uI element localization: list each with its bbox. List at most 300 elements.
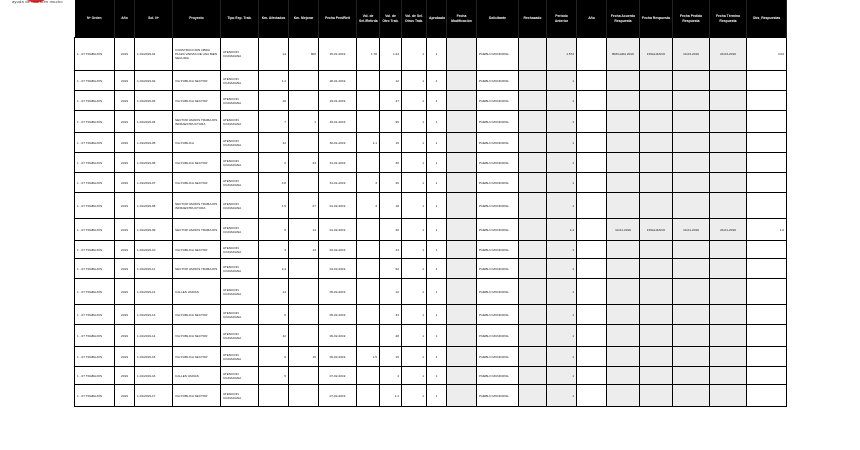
- table-cell-pedido: [673, 385, 710, 407]
- table-cell-anio: 2019: [115, 38, 135, 71]
- table-cell-vol-so: 1: [402, 38, 427, 71]
- table-cell-vol-so: 1: [402, 385, 427, 407]
- table-cell-termino: [710, 385, 747, 407]
- table-cell-vol-sel: [357, 153, 380, 173]
- data-table-wrapper: [74, 0, 786, 407]
- table-cell-pedido: [673, 111, 710, 133]
- table-cell-termino: [710, 325, 747, 347]
- table-cell-aprob: 1: [427, 173, 447, 193]
- table-cell-termino: [710, 153, 747, 173]
- table-cell-resp: [640, 325, 673, 347]
- table-cell-acuerdo: 10-01-2019: [607, 219, 640, 241]
- table-cell-km-af: 5: [259, 219, 289, 241]
- table-cell-vol-otro: 1.4: [380, 385, 402, 407]
- table-cell-fecha-mod: [447, 259, 477, 279]
- table-cell-anio2: [577, 367, 607, 385]
- table-row: [75, 325, 787, 347]
- table-cell-fecha: 05-02-2019: [319, 279, 357, 305]
- table-cell-resp: [640, 347, 673, 367]
- table-cell-vol-sel: [357, 385, 380, 407]
- column-header: Proyecto: [173, 0, 221, 38]
- table-cell-proyecto: CALLES VARIAS: [173, 279, 221, 305]
- table-cell-fecha: 07-02-2019: [319, 385, 357, 407]
- table-cell-km-af: 6: [259, 305, 289, 325]
- table-cell-resp: FINALIZADO: [640, 38, 673, 71]
- table-cell-aprob: 1: [427, 153, 447, 173]
- table-cell-resp: [640, 241, 673, 259]
- table-cell-pedido: [673, 133, 710, 153]
- table-cell-acuerdo: [607, 173, 640, 193]
- table-cell-orden: 1 - 07 TRABAJOS: [75, 153, 115, 173]
- table-cell-proyecto: VIA PUBLICA SECTOR: [173, 325, 221, 347]
- table-cell-solic: PUEBLO MUNICIPAL: [477, 385, 519, 407]
- table-cell-fecha: 29-01-2019: [319, 111, 357, 133]
- table-cell-sol: 1-01/2019-04: [135, 111, 173, 133]
- table-cell-proyecto: VIA PUBLICA SECTOR: [173, 305, 221, 325]
- table-cell-vol-sel: [357, 259, 380, 279]
- table-cell-vol-sel: 3: [357, 173, 380, 193]
- table-cell-acuerdo: [607, 133, 640, 153]
- table-cell-obs: [747, 367, 787, 385]
- table-cell-obs: [747, 241, 787, 259]
- table-cell-sol: 1-01/2019-17: [135, 385, 173, 407]
- table-cell-aprob: 1: [427, 259, 447, 279]
- table-cell-vol-otro: 12: [380, 279, 402, 305]
- table-cell-orden: 1 - 07 TRABAJOS: [75, 111, 115, 133]
- table-cell-orden: 1 - 07 TRABAJOS: [75, 259, 115, 279]
- table-cell-vol-so: 1: [402, 279, 427, 305]
- table-cell-per: 1: [547, 71, 577, 91]
- table-cell-rech: [519, 91, 547, 111]
- table-cell-vol-so: 1: [402, 133, 427, 153]
- table-cell-rech: [519, 347, 547, 367]
- column-header: Solicitante: [477, 0, 519, 38]
- table-cell-vol-otro: 18: [380, 193, 402, 219]
- table-cell-rech: [519, 173, 547, 193]
- table-cell-orden: 1 - 07 TRABAJOS: [75, 71, 115, 91]
- table-cell-sol: 1-01/2019-08: [135, 193, 173, 219]
- table-row: [75, 38, 787, 71]
- table-cell-sol: 1-01/2019-14: [135, 325, 173, 347]
- table-cell-proyecto: VIA PUBLICA SECTOR: [173, 241, 221, 259]
- table-cell-per: 1: [547, 347, 577, 367]
- table-cell-tipo: ATENCION CIUDADANA: [221, 279, 259, 305]
- table-cell-fecha: 06-02-2019: [319, 325, 357, 347]
- table-cell-sol: 1-01/2019-06: [135, 153, 173, 173]
- table-cell-obs: [747, 173, 787, 193]
- table-cell-anio: 2019: [115, 325, 135, 347]
- table-cell-tipo: ATENCION CIUDADANA: [221, 325, 259, 347]
- table-cell-rech: [519, 219, 547, 241]
- table-cell-km-af: 42: [259, 325, 289, 347]
- table-cell-solic: PUEBLO MUNICIPAL: [477, 133, 519, 153]
- table-cell-proyecto: SECTOR VARIOS TRABAJOS INFRAESTRUCTURA: [173, 193, 221, 219]
- table-cell-orden: 1 - 07 TRABAJOS: [75, 367, 115, 385]
- column-header: Tipo Exp. Trab.: [221, 0, 259, 38]
- table-cell-vol-so: 1: [402, 367, 427, 385]
- table-row: [75, 347, 787, 367]
- table-cell-aprob: 1: [427, 71, 447, 91]
- table-cell-fecha: 01-02-2019: [319, 193, 357, 219]
- table-cell-pedido: 10-01-2019: [673, 219, 710, 241]
- table-cell-anio: 2019: [115, 219, 135, 241]
- table-cell-obs: [747, 347, 787, 367]
- table-cell-fecha-mod: [447, 193, 477, 219]
- table-cell-vol-sel: 1.1: [357, 133, 380, 153]
- table-cell-proyecto: SECTOR VARIOS TRABAJOS: [173, 259, 221, 279]
- table-cell-pedido: [673, 279, 710, 305]
- table-cell-anio: 2019: [115, 347, 135, 367]
- table-cell-proyecto: VIA PUBLICA SECTOR: [173, 385, 221, 407]
- table-cell-fecha: 04-02-2019: [319, 259, 357, 279]
- table-cell-km-af: 14: [259, 38, 289, 71]
- table-header-row: [75, 0, 787, 38]
- table-cell-rech: [519, 111, 547, 133]
- table-cell-anio2: [577, 219, 607, 241]
- table-cell-rech: [519, 38, 547, 71]
- table-cell-pedido: [673, 367, 710, 385]
- table-cell-sol: 1-01/2019-05: [135, 133, 173, 153]
- table-cell-vol-so: 1: [402, 219, 427, 241]
- table-cell-termino: [710, 91, 747, 111]
- table-cell-aprob: 1: [427, 385, 447, 407]
- table-cell-solic: PUEBLO MUNICIPAL: [477, 305, 519, 325]
- table-cell-solic: PUEBLO MUNICIPAL: [477, 91, 519, 111]
- table-cell-termino: [710, 279, 747, 305]
- table-cell-solic: PUEBLO MUNICIPAL: [477, 241, 519, 259]
- table-cell-solic: PUEBLO MUNICIPAL: [477, 193, 519, 219]
- table-cell-proyecto: CONSTRUCCION OBRA PLAZA VARIAS DE UNA BIEN SEGUIDA: [173, 38, 221, 71]
- table-cell-tipo: ATENCION CIUDADANA: [221, 91, 259, 111]
- table-cell-proyecto: SECTOR VARIOS TRABAJOS: [173, 219, 221, 241]
- table-cell-km-af: 2.4: [259, 259, 289, 279]
- table-cell-termino: [710, 193, 747, 219]
- table-cell-vol-so: 1: [402, 325, 427, 347]
- table-cell-vol-sel: [357, 111, 380, 133]
- table-cell-rech: [519, 133, 547, 153]
- table-cell-rech: [519, 153, 547, 173]
- table-cell-km-af: 1.5: [259, 193, 289, 219]
- table-cell-anio: 2019: [115, 259, 135, 279]
- table-cell-orden: 1 - 07 TRABAJOS: [75, 219, 115, 241]
- table-row: [75, 193, 787, 219]
- table-cell-solic: PUEBLO MUNICIPAL: [477, 71, 519, 91]
- table-cell-vol-otro: 34: [380, 305, 402, 325]
- table-cell-per: 1: [547, 133, 577, 153]
- table-cell-solic: PUEBLO MUNICIPAL: [477, 38, 519, 71]
- table-cell-fecha-mod: [447, 367, 477, 385]
- table-cell-acuerdo: [607, 279, 640, 305]
- table-cell-anio: 2019: [115, 385, 135, 407]
- table-cell-pedido: 10-03-2019: [673, 38, 710, 71]
- column-header: Año: [577, 0, 607, 38]
- table-cell-orden: 1 - 07 TRABAJOS: [75, 133, 115, 153]
- data-table: [74, 0, 787, 407]
- table-cell-sol: 1-01/2019-13: [135, 305, 173, 325]
- table-cell-aprob: 1: [427, 91, 447, 111]
- table-cell-pedido: [673, 173, 710, 193]
- table-cell-per: 1: [547, 279, 577, 305]
- table-cell-orden: 1 - 07 TRABAJOS: [75, 279, 115, 305]
- table-cell-anio2: [577, 325, 607, 347]
- table-cell-tipo: ATENCION CIUDADANA: [221, 347, 259, 367]
- table-cell-pedido: [673, 305, 710, 325]
- table-cell-obs: 1.0: [747, 219, 787, 241]
- table-cell-per: 1: [547, 259, 577, 279]
- table-cell-solic: PUEBLO MUNICIPAL: [477, 279, 519, 305]
- table-cell-pedido: [673, 153, 710, 173]
- table-cell-km-af: 7: [259, 111, 289, 133]
- table-cell-resp: [640, 193, 673, 219]
- table-cell-vol-so: 1: [402, 173, 427, 193]
- table-cell-km-mej: 1: [289, 111, 319, 133]
- table-cell-resp: [640, 305, 673, 325]
- header-logo: [10, 0, 62, 10]
- table-cell-proyecto: VIA PUBLICA SECTOR: [173, 91, 221, 111]
- table-cell-km-mej: [289, 367, 319, 385]
- table-cell-rech: [519, 305, 547, 325]
- table-cell-vol-sel: [357, 325, 380, 347]
- table-cell-anio2: [577, 259, 607, 279]
- table-cell-vol-otro: 47: [380, 91, 402, 111]
- table-cell-vol-so: 1: [402, 71, 427, 91]
- table-cell-vol-otro: 15: [380, 133, 402, 153]
- table-cell-solic: PUEBLO MUNICIPAL: [477, 153, 519, 173]
- table-cell-km-af: 12: [259, 133, 289, 153]
- table-cell-sol: 1-01/2019-07: [135, 173, 173, 193]
- table-cell-tipo: ATENCION CIUDADANA: [221, 259, 259, 279]
- table-cell-orden: 1 - 07 TRABAJOS: [75, 347, 115, 367]
- table-cell-fecha: 06-02-2019: [319, 347, 357, 367]
- table-cell-fecha: 01-02-2019: [319, 219, 357, 241]
- table-cell-km-af: 5: [259, 367, 289, 385]
- table-cell-aprob: 1: [427, 347, 447, 367]
- table-cell-obs: 3.04: [747, 38, 787, 71]
- table-cell-solic: PUEBLO MUNICIPAL: [477, 111, 519, 133]
- table-cell-fecha-mod: [447, 173, 477, 193]
- table-cell-vol-sel: [357, 279, 380, 305]
- table-cell-solic: PUEBLO MUNICIPAL: [477, 325, 519, 347]
- table-cell-acuerdo: [607, 259, 640, 279]
- table-cell-vol-sel: [357, 367, 380, 385]
- table-cell-vol-sel: [357, 219, 380, 241]
- table-cell-tipo: ATENCION CIUDADANA: [221, 385, 259, 407]
- table-cell-fecha-mod: [447, 385, 477, 407]
- table-cell-vol-so: 1: [402, 193, 427, 219]
- table-cell-anio: 2019: [115, 133, 135, 153]
- table-cell-anio2: [577, 153, 607, 173]
- table-cell-km-af: 14: [259, 279, 289, 305]
- table-cell-proyecto: CALLES VARIAS: [173, 367, 221, 385]
- table-cell-aprob: 1: [427, 133, 447, 153]
- table-cell-rech: [519, 279, 547, 305]
- table-row: [75, 153, 787, 173]
- table-cell-per: 1.574: [547, 38, 577, 71]
- table-cell-anio2: [577, 71, 607, 91]
- table-row: [75, 279, 787, 305]
- column-header: Aprobado: [427, 0, 447, 38]
- column-header: Año: [115, 0, 135, 38]
- table-cell-proyecto: VIA PUBLICA SECTOR: [173, 347, 221, 367]
- table-cell-orden: 1 - 07 TRABAJOS: [75, 385, 115, 407]
- column-header: Fecha Modificación: [447, 0, 477, 38]
- table-cell-fecha-mod: [447, 91, 477, 111]
- table-cell-vol-so: 1: [402, 241, 427, 259]
- table-cell-km-mej: 15: [289, 347, 319, 367]
- table-cell-vol-so: 1: [402, 305, 427, 325]
- table-cell-rech: [519, 241, 547, 259]
- table-cell-pedido: [673, 259, 710, 279]
- table-cell-resp: FINALIZADO: [640, 219, 673, 241]
- table-cell-pedido: [673, 193, 710, 219]
- table-cell-vol-otro: 30: [380, 219, 402, 241]
- table-cell-termino: [710, 111, 747, 133]
- table-cell-fecha-mod: [447, 347, 477, 367]
- table-cell-acuerdo: [607, 305, 640, 325]
- table-cell-km-af: 2: [259, 153, 289, 173]
- table-cell-anio: 2019: [115, 71, 135, 91]
- table-cell-per: 1: [547, 305, 577, 325]
- table-cell-fecha: 25-01-2019: [319, 38, 357, 71]
- table-cell-km-mej: [289, 133, 319, 153]
- table-cell-km-mej: 13: [289, 241, 319, 259]
- column-header: Vol. de Sel./Retirda: [357, 0, 380, 38]
- table-cell-proyecto: VIA PUBLICA: [173, 133, 221, 153]
- table-row: [75, 91, 787, 111]
- column-header: Km. Mejorar: [289, 0, 319, 38]
- column-header: Fecha Término Respuesta: [710, 0, 747, 38]
- table-cell-aprob: 1: [427, 367, 447, 385]
- table-cell-solic: PUEBLO MUNICIPAL: [477, 173, 519, 193]
- table-cell-per: 1: [547, 111, 577, 133]
- table-row: [75, 71, 787, 91]
- table-cell-fecha-mod: [447, 71, 477, 91]
- table-cell-rech: [519, 367, 547, 385]
- table-cell-aprob: 1: [427, 325, 447, 347]
- column-header: Fecha Prot/Reit: [319, 0, 357, 38]
- table-cell-pedido: [673, 325, 710, 347]
- table-cell-tipo: ATENCION CIUDADANA: [221, 241, 259, 259]
- table-cell-vol-sel: 3: [357, 193, 380, 219]
- table-cell-resp: [640, 367, 673, 385]
- table-cell-obs: [747, 259, 787, 279]
- column-header: Obs_Respuestas: [747, 0, 787, 38]
- table-cell-sol: 1-01/2019-03: [135, 91, 173, 111]
- table-cell-aprob: 1: [427, 38, 447, 71]
- table-cell-resp: [640, 111, 673, 133]
- table-cell-fecha: 05-02-2019: [319, 305, 357, 325]
- table-cell-acuerdo: [607, 241, 640, 259]
- table-cell-sol: 1-01/2019-11: [135, 259, 173, 279]
- table-cell-anio2: [577, 111, 607, 133]
- table-cell-fecha-mod: [447, 279, 477, 305]
- table-cell-obs: [747, 133, 787, 153]
- table-cell-acuerdo: [607, 71, 640, 91]
- table-cell-fecha-mod: [447, 38, 477, 71]
- table-cell-per: 1: [547, 153, 577, 173]
- table-cell-termino: 20-01-2019: [710, 219, 747, 241]
- table-cell-solic: PUEBLO MUNICIPAL: [477, 367, 519, 385]
- table-cell-fecha-mod: [447, 133, 477, 153]
- table-cell-orden: 1 - 07 TRABAJOS: [75, 193, 115, 219]
- table-cell-vol-sel: [357, 91, 380, 111]
- table-cell-fecha: 07-02-2019: [319, 367, 357, 385]
- table-cell-fecha-mod: [447, 111, 477, 133]
- table-cell-vol-so: 1: [402, 259, 427, 279]
- column-header: Fecha Pedido Respuesta: [673, 0, 710, 38]
- table-cell-km-mej: [289, 71, 319, 91]
- table-cell-orden: 1 - 07 TRABAJOS: [75, 173, 115, 193]
- column-header: Rechazado: [519, 0, 547, 38]
- table-cell-termino: [710, 367, 747, 385]
- table-cell-solic: PUEBLO MUNICIPAL: [477, 259, 519, 279]
- table-cell-solic: PUEBLO MUNICIPAL: [477, 347, 519, 367]
- table-cell-km-mej: [289, 305, 319, 325]
- table-cell-tipo: ATENCION CIUDADANA: [221, 173, 259, 193]
- table-cell-fecha: 30-01-2019: [319, 133, 357, 153]
- table-cell-fecha: 28-01-2019: [319, 71, 357, 91]
- table-row: [75, 173, 787, 193]
- column-header: Km. Afectados: [259, 0, 289, 38]
- table-cell-anio2: [577, 38, 607, 71]
- table-cell-termino: [710, 241, 747, 259]
- table-cell-acuerdo: [607, 325, 640, 347]
- table-cell-tipo: ATENCION CIUDADANA: [221, 133, 259, 153]
- table-cell-km-af: 1.4: [259, 71, 289, 91]
- table-cell-per: 1: [547, 385, 577, 407]
- table-cell-anio2: [577, 347, 607, 367]
- table-cell-tipo: ATENCION CIUDADANA: [221, 71, 259, 91]
- table-cell-anio: 2019: [115, 153, 135, 173]
- table-cell-km-af: 46: [259, 91, 289, 111]
- table-cell-per: 1: [547, 173, 577, 193]
- table-cell-vol-sel: [357, 241, 380, 259]
- table-cell-vol-so: 1: [402, 111, 427, 133]
- table-cell-fecha-mod: [447, 153, 477, 173]
- table-cell-pedido: [673, 347, 710, 367]
- table-cell-solic: PUEBLO MUNICIPAL: [477, 219, 519, 241]
- table-cell-pedido: [673, 71, 710, 91]
- table-cell-acuerdo: [607, 347, 640, 367]
- table-cell-vol-otro: 30: [380, 153, 402, 173]
- table-cell-fecha-mod: [447, 219, 477, 241]
- table-cell-obs: [747, 305, 787, 325]
- table-cell-anio2: [577, 133, 607, 153]
- table-cell-vol-otro: 52: [380, 259, 402, 279]
- table-cell-km-mej: 600: [289, 38, 319, 71]
- table-cell-anio: 2019: [115, 173, 135, 193]
- table-cell-km-af: 3: [259, 241, 289, 259]
- table-cell-obs: [747, 111, 787, 133]
- table-cell-vol-so: 1: [402, 91, 427, 111]
- table-cell-vol-otro: 12: [380, 71, 402, 91]
- table-cell-anio: 2019: [115, 279, 135, 305]
- table-cell-obs: [747, 385, 787, 407]
- table-cell-rech: [519, 71, 547, 91]
- table-cell-resp: [640, 71, 673, 91]
- column-header: Vol. de Sel. Otros Trab.: [402, 0, 427, 38]
- table-cell-pedido: [673, 91, 710, 111]
- table-cell-km-mej: [289, 173, 319, 193]
- table-cell-termino: [710, 259, 747, 279]
- table-cell-resp: [640, 133, 673, 153]
- column-header: Fecha Acuerdo Respuesta: [607, 0, 640, 38]
- table-cell-anio2: [577, 279, 607, 305]
- table-cell-obs: [747, 193, 787, 219]
- table-cell-resp: [640, 91, 673, 111]
- table-cell-km-mej: [289, 385, 319, 407]
- table-cell-resp: [640, 153, 673, 173]
